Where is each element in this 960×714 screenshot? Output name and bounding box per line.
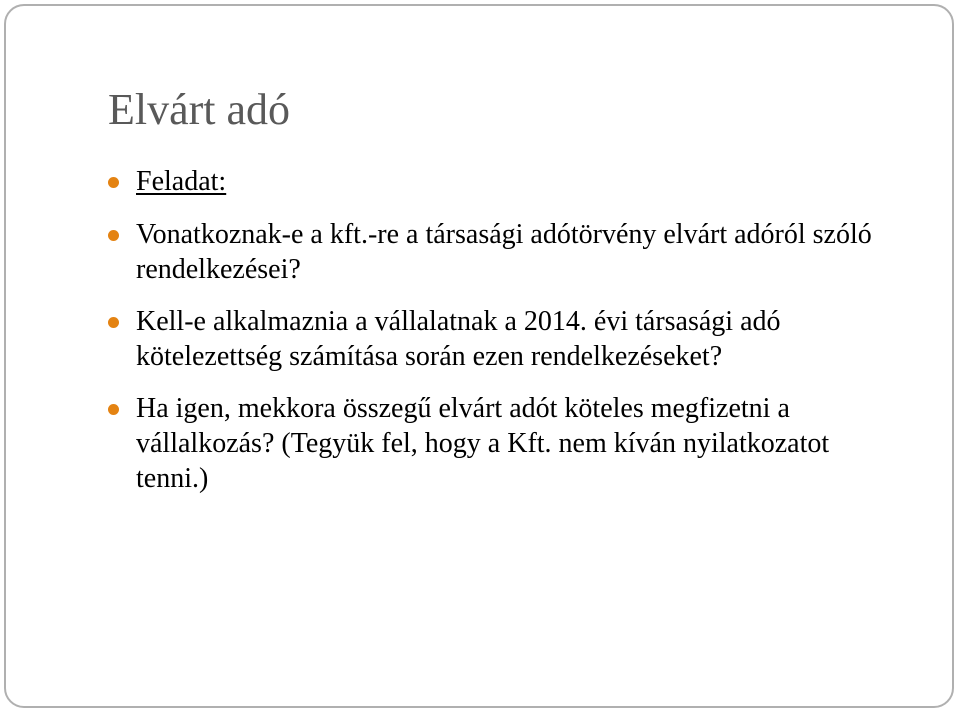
bullet-item-question-1 (108, 217, 908, 287)
bullet-dot-icon (108, 404, 119, 415)
slide (4, 4, 954, 708)
bullet-dot-icon (108, 230, 119, 241)
bullet-item-feladat (108, 164, 908, 199)
task-heading: Feladat: (136, 166, 227, 197)
bullet-dot-icon (108, 317, 119, 328)
question-1-text: Vonatkoznak-e a kft.-re a társasági adótörvény elvárt adóról szóló rendelkezései? (136, 219, 872, 285)
bullet-dot-icon (108, 177, 119, 188)
bullet-item-question-2 (108, 304, 908, 374)
question-3-text: Ha igen, mekkora összegű elvárt adót köteles megfizetni a vállalkozás? (Tegyük fel, hogy a Kft. nem kíván nyilatkozatot tenni.) (136, 393, 830, 494)
bullet-item-question-3 (108, 391, 908, 496)
bullet-list (108, 164, 908, 496)
slide-title: Elvárt adó (108, 85, 291, 134)
question-2-text: Kell-e alkalmaznia a vállalatnak a 2014. évi társasági adó kötelezettség számítása során ezen rendelkezéseket? (136, 306, 781, 372)
